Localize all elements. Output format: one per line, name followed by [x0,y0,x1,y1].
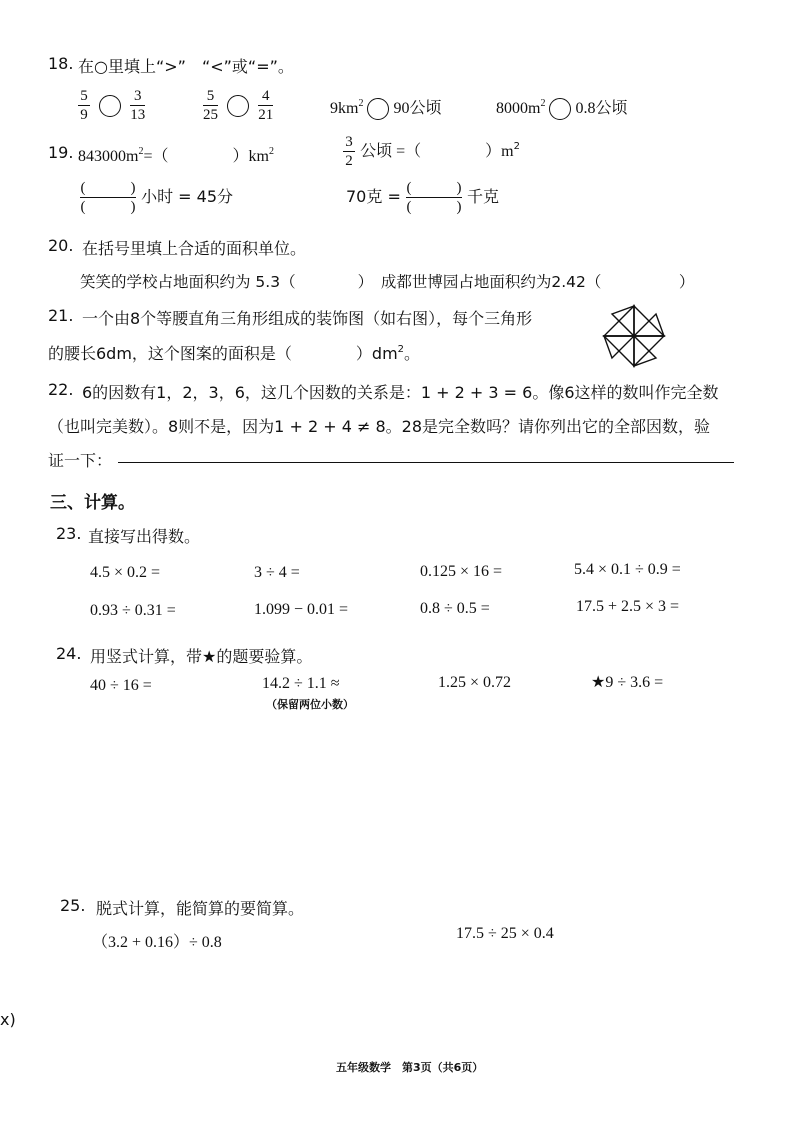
q25-number: 25. [60,896,86,915]
answer-line[interactable] [118,460,734,463]
q21-line1: 一个由8个等腰直角三角形组成的装饰图（如右图），每个三角形 [82,309,533,328]
fraction-5-25: $\frac{5}{25}$ [203,88,218,123]
q24-note: （保留两位小数） [266,698,354,711]
q18-number: 18. [48,54,74,73]
q23-stem: 直接写出得数。 [88,527,201,546]
q20-stem: 在括号里填上合适的面积单位。 [82,239,307,258]
q22-number: 22. [48,380,74,399]
q23-item: 0.8 ÷ 0.5 = [420,600,490,617]
q19-a: $843000m^2=$（ ）$km^2$ [78,146,274,165]
q25-item: 17.5 ÷ 25 × 0.4 [456,925,554,942]
blank-fraction[interactable]: $\frac{( )}{( )}$ [406,180,462,215]
q20-line: 笑笑的学校占地面积约为 5.3（ ） 成都世博园占地面积约为2.42（ ） [80,273,695,291]
q22-line3: 证一下： [48,451,113,470]
q23-number: 23. [56,524,82,543]
q23-item: 3 ÷ 4 = [254,564,300,581]
q23-item: 1.099 − 0.01 = [254,601,349,618]
q24-stem: 用竖式计算，带★的题要验算。 [90,647,313,666]
q23-item: 0.125 × 16 = [420,563,503,580]
compare-circle[interactable] [367,98,389,120]
compare-circle[interactable] [99,95,121,117]
page-footer: 五年级数学 第3页（共6页） [336,1061,484,1074]
q20-number: 20. [48,236,74,255]
q22-line2: （也叫完美数）。8则不是，因为1 + 2 + 4 ≠ 8。28是完全数吗？请你列出它的全部因数，验 [48,417,710,436]
q21-number: 21. [48,306,74,325]
q19-c: $\frac{( )}{( )}$ 小时 = 45分 [80,180,234,215]
section-title: 三、计算。 [50,493,135,513]
q19-b: $\frac{3}{2}$ 公顷 =（ ）$m^2$ [343,134,520,169]
q25-item: （3.2 + 0.16）÷ 0.8 [92,934,222,951]
q23-item: 0.93 ÷ 0.31 = [90,602,176,619]
fraction-3-13: $\frac{3}{13}$ [130,88,146,123]
pinwheel-figure [598,300,670,372]
q25-stem: 脱式计算，能简算的要简算。 [96,899,305,918]
triangle-6 [634,314,664,336]
q24-item: 40 ÷ 16 = [90,677,152,694]
triangle-8 [604,336,634,358]
q23-item: 17.5 + 2.5 × 3 = [576,598,680,615]
q24-item: 1.25 × 0.72 [438,674,512,691]
q18-compare-3: $9km^2$ 90公顷 [330,95,441,120]
triangle-7 [634,336,656,366]
q23-item: 4.5 × 0.2 = [90,564,161,581]
q18-stem: 在○里填上“>” “<”或“=”。 [78,57,294,76]
q23-item: 5.4 × 0.1 ÷ 0.9 = [574,561,681,578]
q22-line1: 6的因数有1，2，3，6，这几个因数的关系是：1 + 2 + 3 = 6。像6这样的数叫作完全数 [82,383,719,402]
triangle-5 [612,306,634,336]
margin-mark: x) [0,1010,16,1029]
compare-circle[interactable] [227,95,249,117]
q24-item: 14.2 ÷ 1.1 ≈ [262,675,340,692]
fraction-3-2: $\frac{3}{2}$ [343,134,355,169]
fraction-5-9: $\frac{5}{9}$ [78,88,90,123]
q24-number: 24. [56,644,82,663]
blank-fraction[interactable]: $\frac{( )}{( )}$ [80,180,136,215]
q18-compare-2 [203,88,273,123]
q21-line2: 的腰长6dm，这个图案的面积是（ ）$dm^2$。 [48,344,421,363]
fraction-4-21: $\frac{4}{21}$ [258,88,274,123]
q19-d: 70克 = $\frac{( )}{( )}$ 千克 [346,180,500,215]
q18-compare-4: $8000m^2$ 0.8公顷 [496,95,627,120]
q19-number: 19. [48,143,74,162]
q24-item: ★9 ÷ 3.6 = [591,674,664,691]
compare-circle[interactable] [549,98,571,120]
q18-compare-1 [78,88,145,123]
